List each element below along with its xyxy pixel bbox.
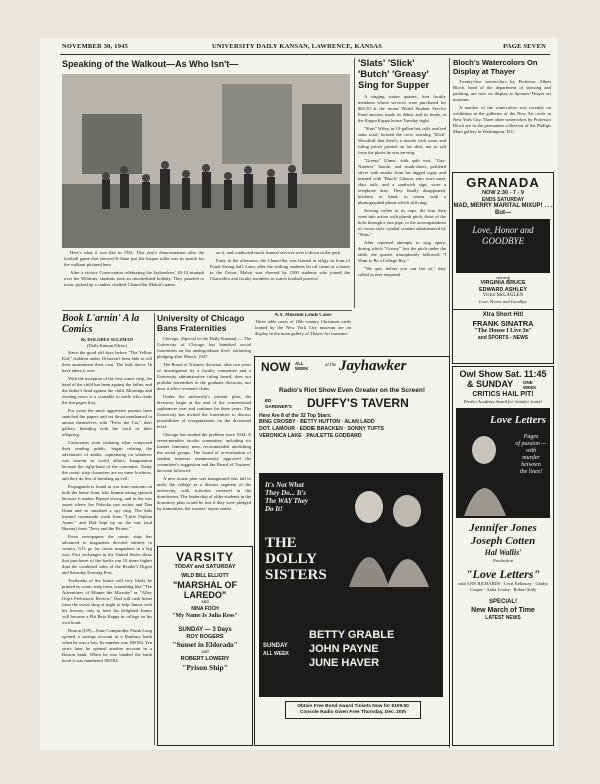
owl-tagline: [514, 434, 548, 476]
header-rule: [60, 54, 550, 55]
walkout-headline: Speaking of the Walkout—As Who Isn't—: [62, 59, 239, 69]
owl-producer: Hal Wallis': [484, 547, 522, 557]
granada-tagline: MAD, MERRY MARITAL MIXUP! . . . But—: [453, 203, 553, 216]
chicago-para: Under the university's present plan, the divisions begin at the end of the conventional sophomore year and continue for three years. The University has invited the fraternities to discuss possibilities of reorganization on the divisional level.: [157, 394, 251, 429]
slats-headline: 'Slats' 'Slick' 'Butch' 'Greasy' Sing for Supper: [358, 58, 430, 91]
museum-text: Three table cases of 18th century Christmas cards loaned by the New York City museum are on display in the main gallery of Thayer Art museum.: [255, 319, 351, 336]
divider: [62, 310, 352, 311]
walkout-photo-image: [62, 74, 350, 248]
dolly-illustration: [339, 477, 439, 597]
varsity-ad: [157, 546, 253, 746]
owl-star2: Joseph Cotten: [470, 534, 536, 547]
comics-story: [62, 313, 152, 745]
granada-name: GRANADA: [466, 175, 540, 190]
comics-para: Cartoonists soon realizing what composed their reading public, began relating the adventures of adults, capitalizing on whatever was current in world affairs. Imagination became the right-hand of the cartoonist. Today the comic strip characters are no mere lowbrow, and they do less of breaking up evil.: [62, 440, 152, 481]
dolly-teaser: It's Not What They Do... It's The WAY They Do It!: [265, 481, 309, 513]
chicago-para: Chicago. (Special to the Daily Kansan) — The University of Chicago has banished social fraternities on the undergraduate level, outlawing pledging after March, 1947.: [157, 336, 251, 359]
owl-award: Predict Academy Award for Jennifer Jones!: [463, 399, 543, 404]
slats-para: "Slats" Wiley, in 10-gallon hat, tails, and red satin scarf, hoisted the crew, warning "Slick" Woodruff that there's a tuxedo with room and ruling prices printed on his shirt, not to salt from the plates he was serving.: [358, 126, 446, 155]
jayhawker-name: Jayhawker: [339, 358, 407, 374]
slats-story: [358, 58, 446, 378]
jayhawker-star-line: BING CROSBY · BETTY HUTTON · ALAN LADD: [259, 419, 375, 425]
owl-tag3: with: [525, 447, 537, 454]
owl-production: Production: [493, 557, 513, 563]
owl-critics: CRITICS HAIL PIT!: [472, 391, 534, 398]
header-page: PAGE SEVEN: [503, 43, 546, 50]
granada-film-art: [456, 219, 550, 273]
bloch-para: A number of the watercolors was recently on exhibition in the galleries of the New Art circle in New York City. Three other watercolors by Professor Bloch are in the permanent collection of the Phillips Main gallery in Washington, D.C.: [453, 105, 551, 134]
dolly-sisters-art: [259, 473, 443, 697]
chicago-para: The Board of Trustees' decision, after two years of investigation by a faculty committee and a University administrative ruling board, does not prohibit fraternities in the graduate divisions, nor does it affect women's clubs.: [157, 362, 251, 391]
chicago-body: [157, 336, 251, 512]
owl-star1: Jennifer Jones: [469, 521, 537, 534]
owl-one-week: ONE WEEK: [523, 380, 537, 390]
granada-times: NOW 2:30 - 7 - 9: [482, 190, 524, 196]
slats-para: After repeated attempts to sing opera, during which "Greasy" lost the pitch under the table, the quartet triumphantly bellowed "I Want to Be a College Boy.": [358, 240, 446, 263]
varsity-and2: and: [201, 650, 209, 655]
owl-cast: with ANN RICHARDS · Cecil Kellaway · Gladys Cooper · Anita Louise · Robert Sully: [457, 581, 549, 592]
comics-byline: By DOLORES SULZMAN: [80, 337, 133, 342]
owl-film: "Love Letters": [465, 567, 541, 581]
owl-row: [453, 379, 553, 390]
jayhawker-at-the: at the: [325, 363, 337, 368]
slats-para: A singing waiter quartet, four faculty members whose services were purchased for $65.50 at the recent World Student Service Fund auction, made its debut, and its finale, at the Kappa Kappa house Tuesday night.: [358, 94, 446, 123]
owl-tag2: of passion —: [515, 440, 547, 447]
slats-para: Serving coffee to its cups, the four then went into action with plumb pitch, short of the bobs through a rain pipe, to the accompaniment of circus-style cymbal crashes administered by "Slats.": [358, 208, 446, 237]
granada-hit-more: and SPORTS - NEWS: [477, 335, 529, 341]
owl-line1: Owl Show Sat. 11:45: [459, 369, 547, 379]
bloch-headline: Bloch's Watercolors On Display at Thayer: [453, 58, 538, 76]
header-paper: UNIVERSITY DAILY KANSAN, LAWRENCE, KANSAS: [212, 43, 383, 50]
jayhawker-banner: Radio's Riot Show Even Greater on the Screen!: [278, 387, 426, 394]
comics-byline2: (Daily Kansan Editor): [87, 342, 127, 348]
varsity-nina: NINA FOCH: [191, 606, 219, 612]
varsity-film4: "Prison Ship": [182, 663, 228, 672]
jayhawker-star-line: DOT. LAMOUR · EDDIE BRACKEN · SONNY TUFTS: [259, 426, 384, 432]
chicago-para: Chicago has studied the problem since 1944. A seven-member faculty committee, including six former fraternity men, recommended abolishing the social groups. The board of re-evaluation of student interests unanimously approved the committee's suggestion and the Board of Trustees' decision followed.: [157, 432, 251, 473]
bloch-body: [453, 79, 551, 135]
owl-tag5: the lines!: [519, 468, 543, 475]
owl-tag1: Pages: [523, 433, 539, 440]
granada-hit-title: Xtra Short Hit!: [453, 309, 553, 319]
love-letters-illustration: [460, 430, 510, 516]
walkout-col1-para: After a victory Convocation celebrating the Jayhawkers' 20-14 triumph over the Wildcats, students took an unscheduled holiday. They paraded to town, picked up a canker, chalked Chancellor Malott's name: [64, 270, 204, 287]
granada-ad: [452, 172, 554, 364]
chicago-story: [157, 313, 251, 543]
divider: [154, 313, 155, 745]
granada-hit-film: "The House I Live In": [473, 328, 532, 334]
varsity-name: VARSITY: [175, 550, 235, 564]
owl-title: Love Letters: [490, 413, 546, 426]
jayhawker-top: [255, 357, 449, 387]
granada-cast-intro: starring: [496, 275, 510, 280]
varsity-film2: "My Name Is Julia Ross": [172, 613, 238, 619]
walkout-caption: Here's what it was like in 1941. This year's demonstration after the football game that showed K-State just the league roller was no match for the walkout pictured here.: [64, 250, 204, 267]
walkout-col2-para: Early in the afternoon, the Chancellor was burned in effigy in front of Frank Strong hall. Later, after the striking students let off steam at a dance in the Union, Malott was cheered by 1500 students who joined the Chancellor and faculty members in watch football practice.: [210, 258, 350, 281]
bloch-para: Twenty-five watercolors by Professor Albert Bloch, head of the department of drawing and painting, are now on display at Spooner-Thayer art museum.: [453, 79, 551, 102]
jayhawker-now: NOW: [261, 360, 291, 374]
granada-cast-1: VIRGINIA BRUCE: [480, 280, 526, 286]
varsity-today: TODAY and SATURDAY: [174, 564, 236, 570]
walkout-col1: [64, 250, 204, 308]
museum-story: [255, 313, 351, 355]
dolly-all-week: ALL WEEK: [263, 651, 290, 657]
walkout-col2-para: on it, and conducted mock funeral services over it down in the park.: [216, 250, 342, 255]
comics-para: With the inception of the first comic strip, the head of the child has been against the father, and the father's head against the child. Mornings and evening news is a scramble to settle who reads the fun pages first.: [62, 376, 152, 405]
slats-para: "Greasy" Ulmer, with spilt vest, "Gay-Nineties" hairdo, and trunk-shoes, polished silver with smoke from his ragged cigar, and teamed with "Butch" Gibson, who wore sand, shirt tails, and a sandwich sign, wore a telephone duty. They finally disappeared, kitchens in hand, to return with a phonographed phone which still rang.: [358, 158, 446, 205]
walkout-headline-box: [62, 58, 352, 74]
owl-line2: & SUNDAY: [467, 379, 514, 389]
jayhawker-title-row: [255, 395, 449, 413]
comics-body: [62, 350, 152, 664]
dolly-title: THE DOLLY SISTERS: [265, 535, 327, 583]
owl-news: LATEST NEWS: [485, 615, 521, 621]
owl-march: New March of Time: [471, 607, 535, 614]
owl-special: SPECIAL!: [488, 599, 517, 605]
slats-body: [358, 94, 446, 278]
comics-para: Boston (UP)—State Comptroller Frank Long opened a savings account in a Banbury bank when he was a boy. Its number was 180184. Ten years later he opened another account in a Boston bank. When he was handed the bank book it was numbered 180184.: [62, 628, 152, 663]
museum-headline: N.Y. Museum Lends Cases: [274, 313, 332, 318]
varsity-star: WILD BILL ELLIOTT: [181, 573, 229, 579]
varsity-film: "MARSHAL OF LAREDO": [172, 580, 238, 600]
jayhawker-gardner: ED GARDNER'S: [265, 398, 292, 409]
comics-para: Textbooks of the future will very likely be printed in comic strip form, something like "The Adventures of Minnie the Microbe" or "Alley Oop's Prehistoric Review." Dad will rush home from the sweat shop at night to help Junior with his lessons, only to have his delighted Junior will become a Phi Beta Kappa in college on his own book.: [62, 578, 152, 625]
granada-film: Love, Honor and GOODBYE: [472, 225, 534, 246]
love-letters-art: [456, 408, 550, 518]
comics-para: From newspapers the comic strip has advanced to magazines devoted entirely to comics. GI's go for comic magazines in a big way. Post exchanges in the United States show that purchases of the books run 10 times higher than the combined sales of the Reader's Digest and Saturday Evening Post.: [62, 534, 152, 575]
varsity-star2: ROY ROGERS: [186, 634, 224, 640]
comics-headline: Book L'arnin' A la Comics: [62, 313, 140, 335]
jayhawker-star-line: VERONICA LAKE · PAULETTE GODDARD: [259, 433, 362, 439]
jayhawker-title: DUFFY'S TAVERN: [307, 396, 409, 410]
jayhawker-bond: Obtain Free Bond Award Tickets Now for $109.50 Console Radio Given Free Thursday, Dec. 20th: [285, 701, 421, 719]
varsity-sunday: SUNDAY — 3 Days: [178, 627, 232, 633]
comics-para: Since the good old days before "The Yellow Kid," children under 16 haven't been able to call their amusement their own. The kids above 16 have taken it over.: [62, 350, 152, 373]
jayhawker-stars-intro: Here Are 8 of the 32 Top Stars:: [259, 413, 332, 419]
granada-cast-2: EDWARD ASHLEY: [478, 286, 528, 293]
walkout-col2: [210, 250, 350, 308]
chicago-headline: University of Chicago Bans Fraternities: [157, 313, 245, 333]
dolly-cast-2: JOHN PAYNE: [309, 643, 379, 655]
header-date: NOVEMBER 30, 1945: [62, 43, 129, 50]
granada-film-b: Love, Honor and Goodbye: [479, 299, 527, 304]
newspaper-page: [40, 38, 558, 750]
jayhawker-ad: [254, 356, 450, 746]
dolly-sunday: SUNDAY: [263, 643, 288, 649]
love-letters-ad: [452, 366, 554, 746]
walkout-photo: [62, 74, 350, 248]
jayhawker-all-week: ALL WEEK: [295, 361, 309, 371]
varsity-and: and: [201, 600, 209, 605]
chicago-para: A new house plan was inaugurated this fall to unify the college as a distinct segment of the university, with activities centered in the dormitories. The leadership of older students in the dormitory plan would be lost if they were pledged by fraternities, the trustees' report stated.: [157, 476, 251, 511]
comics-para: For years the more aggressive parents have snatched the papers and set down unashamed to amuse themselves with "Felix the Cat," their gallery, blending with the swirl of their offspring.: [62, 408, 152, 437]
slats-para: "We quit, before you can fire us," they called as they departed.: [358, 266, 446, 277]
varsity-film3: "Sunset in Eldorado": [172, 641, 238, 649]
granada-ends: ENDS SATURDAY: [481, 197, 525, 203]
varsity-star3: ROBERT LOWERY: [180, 656, 230, 662]
dolly-cast-3: JUNE HAVER: [309, 657, 380, 669]
comics-para: Propaganda is found in war time cartoons on both the home front, like Jimmie eating spinach because it makes Popeye strong, and in the war zones where Joe Palooka saw action and Dan Dunn and so smashed a spy ring. The kids learned commando work from "Little Orphan Annie," and Dad kept up on the war (and Bureau) from "Terry and the Pirates.": [62, 484, 152, 531]
granada-hit-star: FRANK SINATRA: [472, 319, 534, 328]
granada-extra: Victor McLAGLEN: [482, 293, 524, 298]
bloch-story: [453, 58, 551, 188]
dolly-cast-1: BETTY GRABLE: [309, 629, 395, 641]
divider: [354, 58, 355, 308]
owl-tag4: murder between: [521, 454, 541, 468]
